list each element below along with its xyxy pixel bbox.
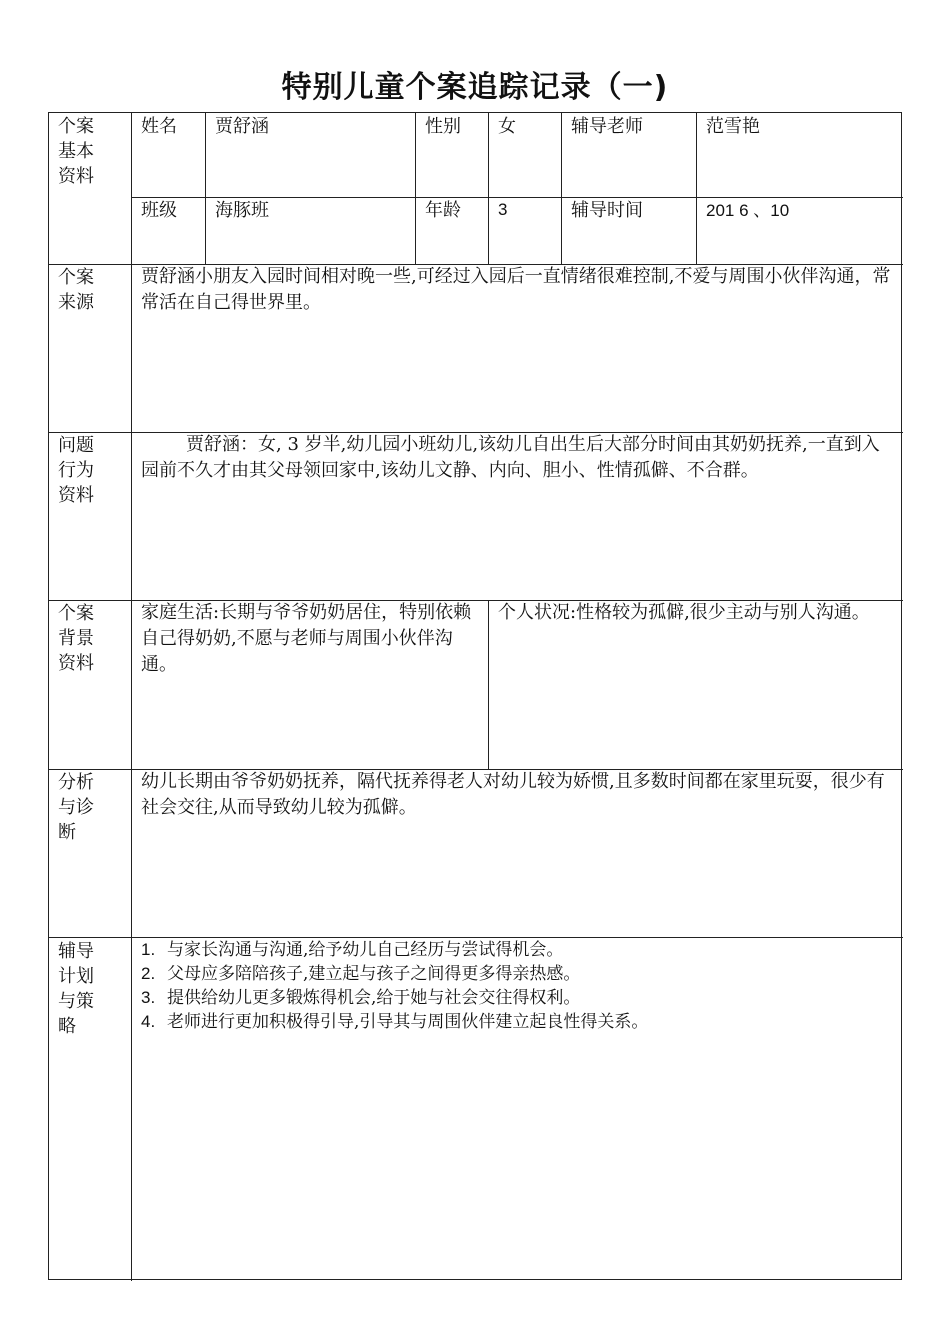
case-record-table	[48, 112, 902, 1280]
age-label: 年龄	[425, 200, 461, 221]
gender-label: 性别	[425, 116, 461, 137]
list-item: 3. 提供给幼儿更多锻炼得机会,给于她与社会交往得权利。	[141, 988, 581, 1008]
list-item: 2. 父母应多陪陪孩子,建立起与孩子之间得更多得亲热感。	[141, 964, 581, 984]
plan-label: 辅导计划与策略	[58, 941, 94, 1037]
time-value: 201 6 、10	[706, 201, 790, 220]
behavior-label: 问题行为资料	[58, 435, 94, 506]
time-label: 辅导时间	[571, 200, 643, 221]
gender-value: 女	[498, 116, 516, 137]
analysis-text: 幼儿长期由爷爷奶奶抚养，隔代抚养得老人对幼儿较为娇惯,且多数时间都在家里玩耍，很少有社会交往,从而导致幼儿较为孤僻。	[141, 771, 885, 818]
age-value: 3	[498, 200, 508, 219]
class-value: 海豚班	[215, 200, 269, 221]
col-divider	[488, 113, 489, 264]
name-label: 姓名	[141, 116, 177, 137]
behavior-text: 贾舒涵：女, 3 岁半,幼儿园小班幼儿,该幼儿自出生后大部分时间由其奶奶抚养,一直到入园前不久才由其父母领回家中,该幼儿文静、内向、胆小、性情孤僻、不合群。	[141, 434, 880, 481]
background-label: 个案背景资料	[58, 603, 94, 674]
tutor-label: 辅导老师	[571, 116, 643, 137]
list-item: 1. 与家长沟通与沟通,给予幼儿自己经历与尝试得机会。	[141, 940, 564, 960]
source-label: 个案来源	[58, 267, 94, 313]
col-divider	[561, 113, 562, 264]
col-divider	[696, 113, 697, 264]
tutor-value: 范雪艳	[706, 116, 760, 137]
document-title: 特别儿童个案追踪记录（一)	[281, 70, 669, 105]
personal-status-text: 个人状况:性格较为孤僻,很少主动与别人沟通。	[498, 602, 870, 623]
name-value: 贾舒涵	[215, 116, 269, 137]
col-divider	[205, 113, 206, 264]
class-label: 班级	[141, 200, 177, 221]
analysis-label: 分析与诊断	[58, 772, 94, 843]
plan-list	[141, 938, 897, 1034]
background-divider	[488, 600, 489, 769]
basic-info-label: 个案基本资料	[58, 116, 94, 187]
family-life-text: 家庭生活:长期与爷爷奶奶居住，特别依赖自己得奶奶,不愿与老师与周围小伙伴沟通。	[141, 602, 472, 675]
label-column-divider	[131, 113, 132, 1281]
source-text: 贾舒涵小朋友入园时间相对晚一些,可经过入园后一直情绪很难控制,不爱与周围小伙伴沟通，常常活在自己得世界里。	[141, 266, 891, 313]
list-item: 4. 老师进行更加积极得引导,引导其与周围伙伴建立起良性得关系。	[141, 1012, 649, 1032]
col-divider	[415, 113, 416, 264]
